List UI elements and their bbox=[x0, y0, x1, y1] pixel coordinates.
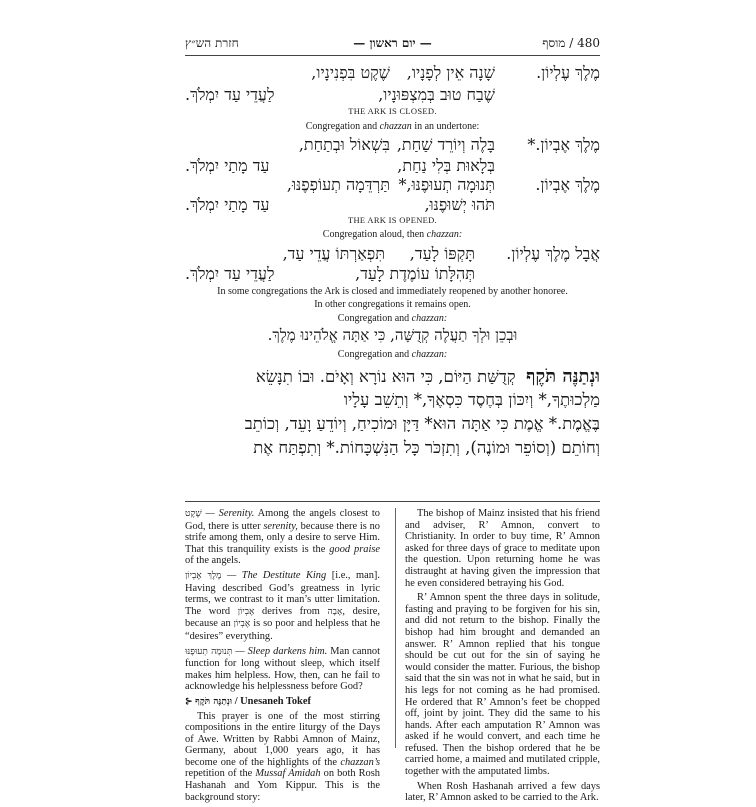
rubric-aloud: Congregation aloud, then chazzan: bbox=[322, 229, 463, 240]
rubric-other-congregations: In other congregations it remains open. bbox=[314, 299, 471, 310]
verse-refrain: עַד מָתַי יִמְלֹךְ. bbox=[185, 156, 270, 175]
story-paragraph: The bishop of Mainz insisted that his friend and adviser, R’ Amnon, convert to Christianity. In order to buy time, R’ Amnon asked for three days of grace to meditate upon the question. Upon returning home he was distraught at having given the impression that he even considered betraying his God. bbox=[405, 508, 600, 589]
verse-phrase: בְּלָאוּת בְּלִי נַחַת, bbox=[397, 156, 495, 175]
section-title: — יום ראשון — bbox=[353, 36, 432, 50]
comment-background: This prayer is one of the most stirring compositions in the entire liturgy of the Days of Awe. Written by Rabbi Amnon of Mainz, Germany, about 1,000 years ago, it has become one of the highlights of the chazzan’s repetition of the Mussaf Amidah on both Rosh Hashanah and Yom Kippur. This is the background story: bbox=[185, 710, 380, 803]
verse-king: מֶלֶךְ עֶלְיוֹן. bbox=[536, 63, 600, 82]
unesaneh-title: וּנְתַנֶּה תֹּקֶף bbox=[526, 366, 600, 387]
verse-phrase: תְּהִלָּתוֹ עוֹמֶדֶת לָעַד, bbox=[355, 264, 475, 283]
verse-phrase: בִּשְׁאוֹל וּבְתַחַת, bbox=[298, 135, 390, 154]
comment-serenity: שֶׁקֶט — Serenity. Among the angels closest to God, there is utter serenity, because there is no strife among them, only a desire to serve Him. That this tranquility exists is the good praise of the angels. bbox=[185, 508, 381, 567]
story-paragraph: When Rosh Hashanah arrived a few days later, R’ Amnon asked to be carried to the Ark. bbox=[405, 780, 600, 804]
rubric-undertone: Congregation and chazzan in an undertone: bbox=[305, 121, 480, 132]
commentary-left bbox=[185, 508, 380, 806]
rubric-ark-opened: THE ARK IS OPENED. bbox=[348, 215, 437, 225]
page-label: 480 / מוסף bbox=[542, 36, 600, 50]
unesaneh-line: וְחוֹתֵם (וְסוֹפֵר וּמוֹנֶה), וְתִזְכֹּר כָּל הַנִּשְׁכָּחוֹת.* וְתִפְתַּח אֶת bbox=[253, 438, 600, 457]
verse-phrase: תִּפְאַרְתּוֹ עֲדֵי עַד, bbox=[282, 244, 385, 263]
unesaneh-line: וּנְתַנֶּה תֹּקֶף קְדֻשַּׁת הַיּוֹם, כִּי הוּא נוֹרָא וְאָיֹם. וּבוֹ תִנָּשֵׂא bbox=[255, 366, 600, 387]
unesaneh-line: בֶּאֱמֶת.* אֱמֶת כִּי אַתָּה הוּא* דַּיָּן וּמוֹכִיחַ, וְיוֹדֵעַ וָעֵד, וְכוֹתֵב bbox=[244, 414, 600, 433]
running-header bbox=[185, 36, 600, 56]
verse-phrase: שָׁנָה אֵין לְפָנָיו, bbox=[406, 63, 495, 82]
subhead-unesaneh-tokef: ⊱ וּנְתַנֶּה תֹּקֶף / Unesaneh Tokef bbox=[185, 695, 311, 707]
verse-phrase: תְּנוּמָה תְעוּפֶנּוּ,* bbox=[398, 175, 495, 194]
rubric-ark-closed: THE ARK IS CLOSED. bbox=[348, 106, 437, 116]
verse-phrase: בָּלֶה וְיוֹרֵד שַׁחַת, bbox=[396, 135, 495, 154]
verse-phrase: תֹּהוּ יְשׁוּפֶנּוּ, bbox=[424, 195, 495, 214]
rubric-some-congregations: In some congregations the Ark is closed and immediately reopened by another honoree. bbox=[217, 286, 568, 297]
rubric-cong-chazzan: Congregation and chazzan: bbox=[337, 313, 448, 324]
story-paragraph: R’ Amnon spent the three days in solitude, fasting and praying to be forgiven for his sin, and did not return to the bishop. Finally the bishop had him brought and demanded an answer. R’ Amnon replied that his tongue should be cut out for the sin of saying he would consider the matter. Furious, the bishop said that the sin was not in what he said, but in his legs for not coming as he had promised. He ordered that R’ Amnon’s feet be chopped off, joint by joint. They did the same to his hands. After each amputation R’ Amnon was asked if he would convert, and each time he refused. Then the bishop ordered that he be carried home, a maimed and mutilated cripple, together with the amputated limbs. bbox=[405, 592, 600, 778]
verse-phrase: תַּרְדֵּמָה תְעוֹפְפֶנּוּ, bbox=[286, 175, 390, 194]
verse-phrase: שֶׁבַח טוּב בְּמִצְפּוּנָיו, bbox=[378, 85, 495, 104]
commentary-divider bbox=[185, 501, 600, 502]
verse-phrase: תָּקְפּוֹ לָעַד, bbox=[409, 244, 475, 263]
service-title: חזרת הש״ץ bbox=[185, 36, 239, 50]
verse-king: מֶלֶךְ אֶבְיוֹן.* bbox=[527, 135, 600, 154]
unesaneh-line: מַלְכוּתֶךָ,* וְיִכּוֹן בְּחֶסֶד כִּסְאֶךָ,* וְתֵשֵׁב עָלָיו bbox=[343, 390, 600, 409]
verse-refrain: לַעֲדֵי עַד יִמְלֹךְ. bbox=[185, 85, 275, 104]
verse-refrain: עַד מָתַי יִמְלֹךְ. bbox=[185, 195, 270, 214]
rubric-cong-chazzan: Congregation and chazzan: bbox=[337, 349, 448, 360]
uvchen-line: וּבְכֵן וּלְךָ תַעֲלֶה קְדֻשָּׁה, כִּי אַתָּה אֱלֹהֵינוּ מֶלֶךְ. bbox=[267, 326, 518, 344]
column-rule bbox=[395, 508, 396, 748]
verse-king: אֲבָל מֶלֶךְ עֶלְיוֹן. bbox=[506, 244, 600, 263]
verse-phrase: שֶׁקֶט בִּפְנִינָיו, bbox=[311, 63, 390, 82]
comment-sleep: תְּנוּמָה תְעוּפֶנּוּ — Sleep darkens him. Man cannot function for long without sleep, which itself makes him helpless. How, then, can he fail to acknowledge his helplessness before God? bbox=[185, 645, 380, 693]
verse-refrain: לַעֲדֵי עַד יִמְלֹךְ. bbox=[185, 264, 275, 283]
ornament-icon: ⊱ bbox=[185, 695, 193, 706]
comment-destitute-king: מֶלֶךְ אֶבְיוֹן — The Destitute King [i.e., man]. Having described God’s greatness in lyric terms, we contrast to it man’s utter limitation. The word אֶבְיוֹן derives from אָבָה, desire, because an אֶבְיוֹן is so poor and helpless that he “desires” everything. bbox=[185, 569, 381, 642]
commentary-right bbox=[405, 508, 600, 807]
verse-king: מֶלֶךְ אֶבְיוֹן. bbox=[535, 175, 600, 194]
header-rule bbox=[185, 55, 600, 56]
